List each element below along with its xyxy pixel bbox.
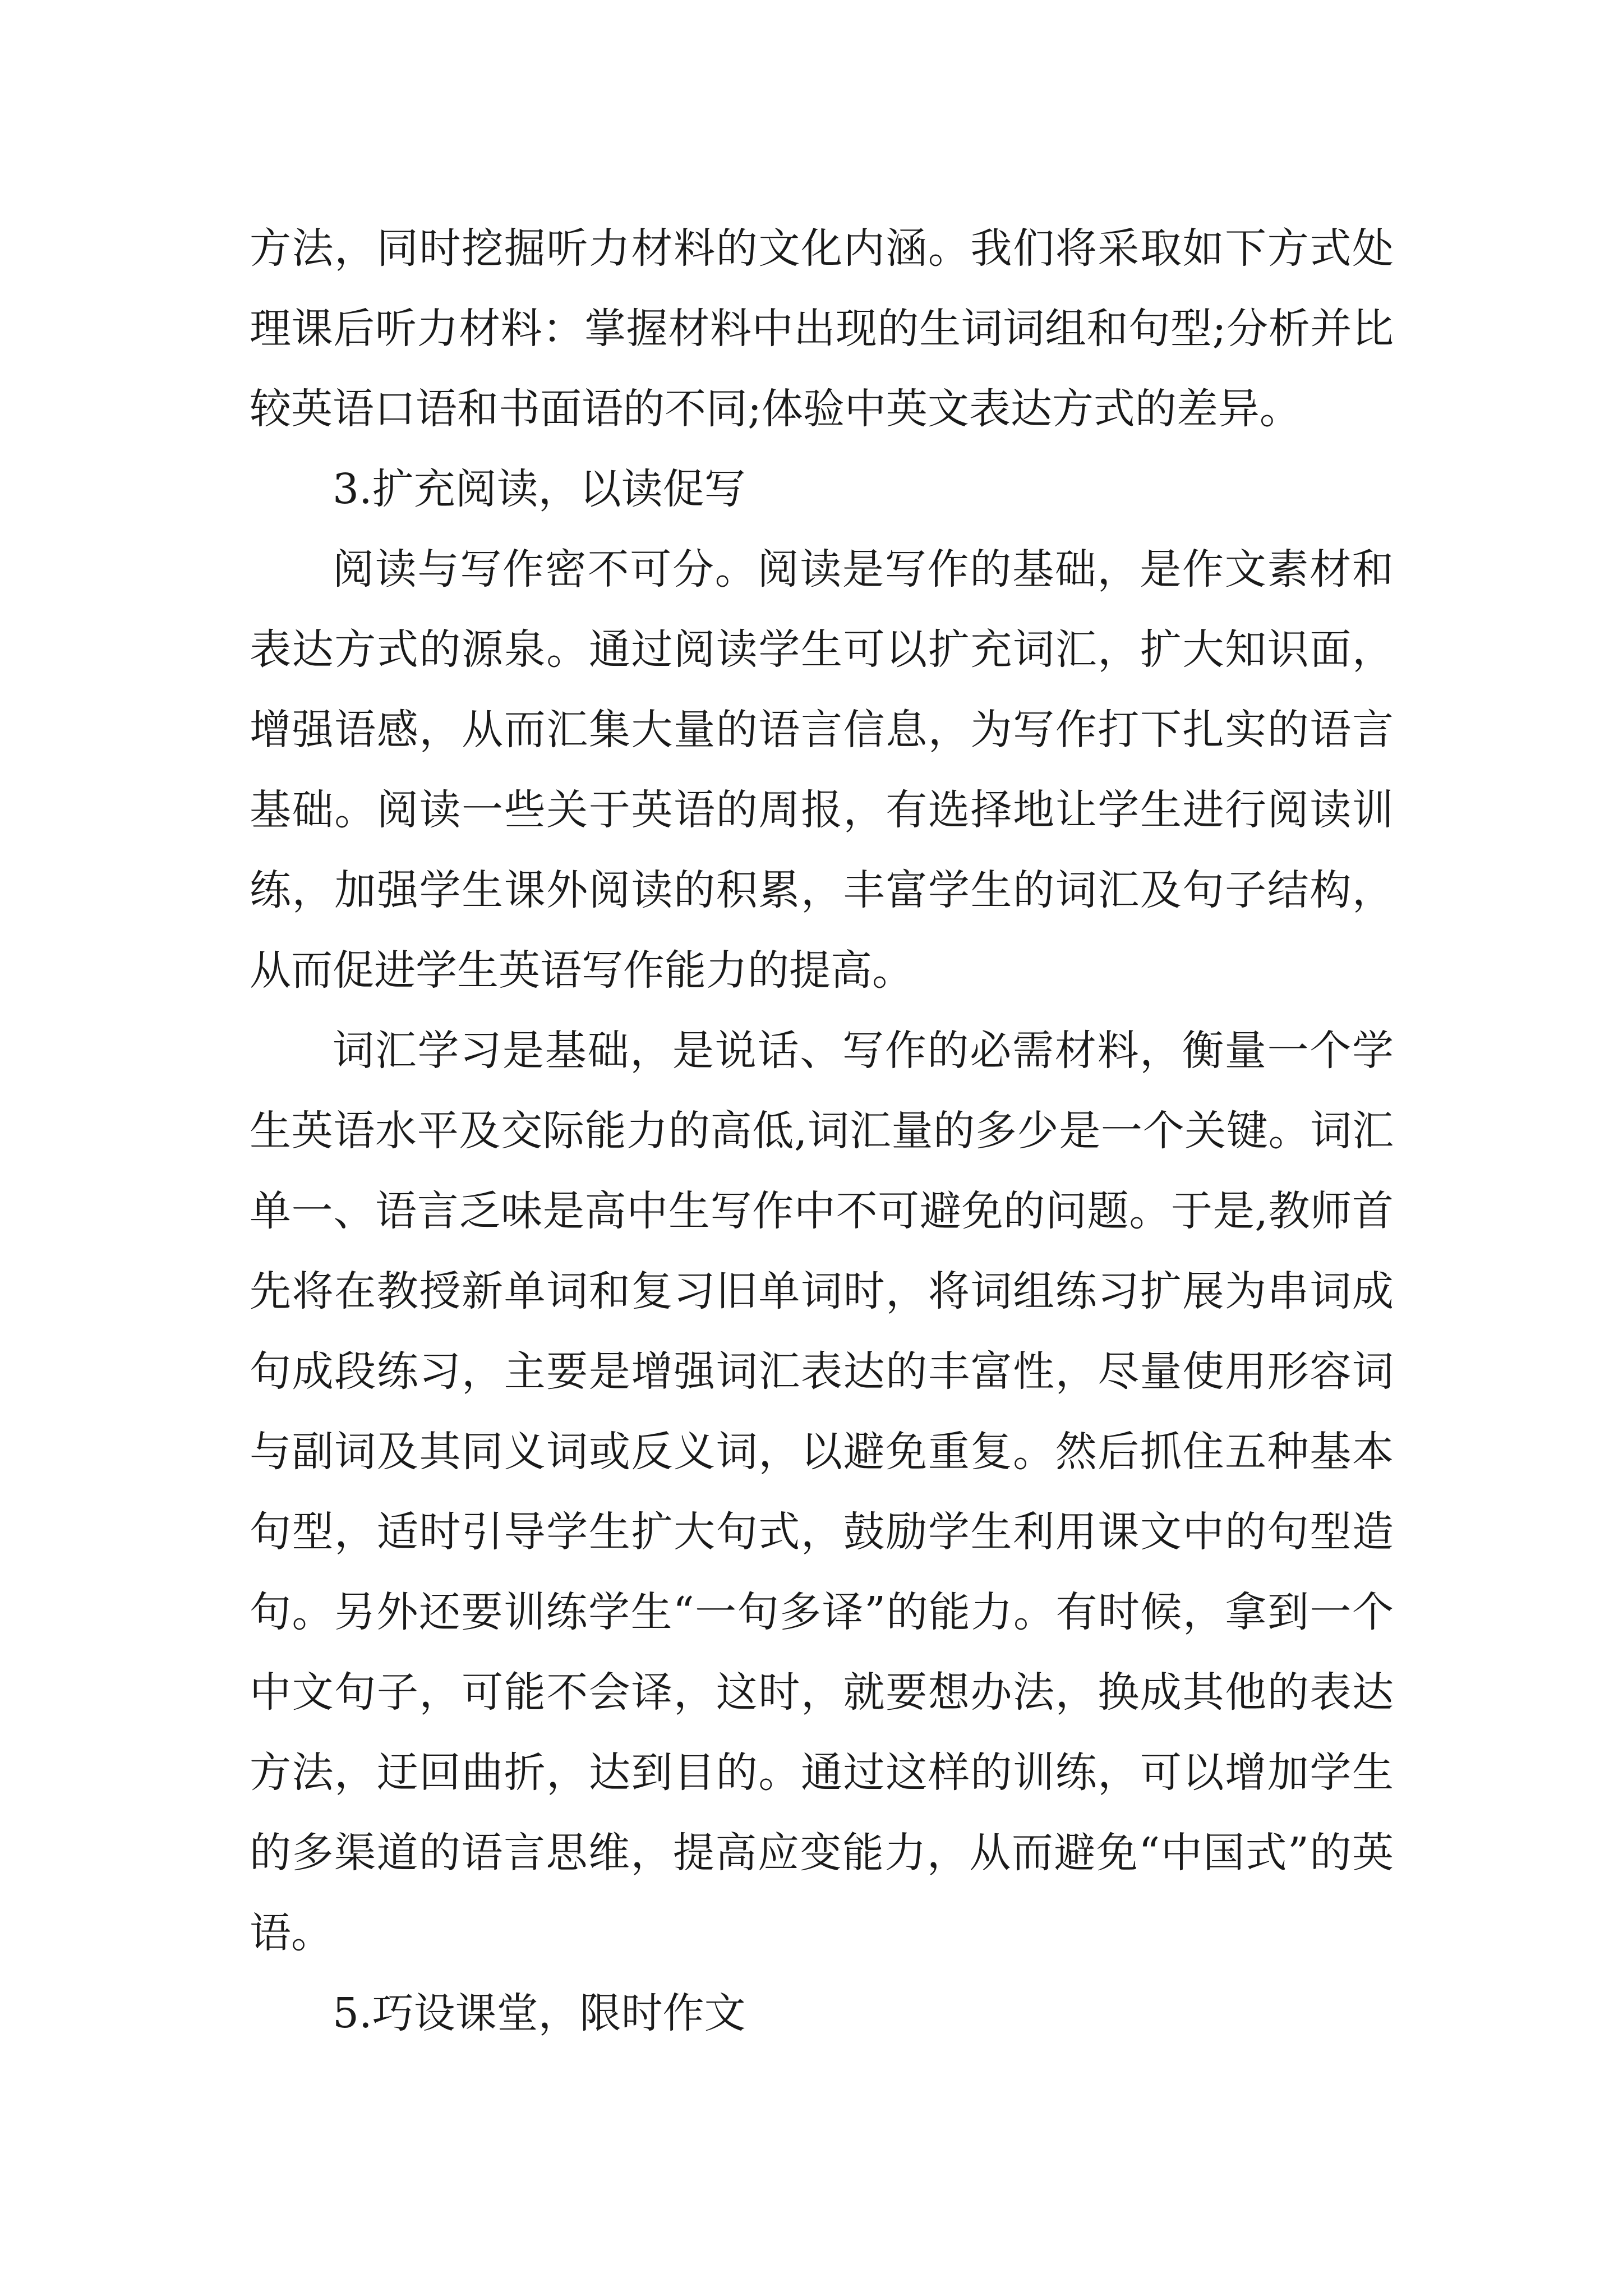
body-paragraph-reading-writing: 阅读与写作密不可分。阅读是写作的基础，是作文素材和表达方式的源泉。通过阅读学生可以扩充词汇，扩大知识面，增强语感，从而汇集大量的语言信息，为写作打下扎实的语言基础。阅读一些关于英语的周报，有选择地让学生进行阅读训练，加强学生课外阅读的积累，丰富学生的词汇及句子结构，从而促进学生英语写作能力的提高。 bbox=[250, 545, 1394, 995]
body-paragraph-vocabulary: 词汇学习是基础，是说话、写作的必需材料，衡量一个学生英语水平及交际能力的高低,词汇量的多少是一个关键。词汇单一、语言乏味是高中生写作中不可避免的问题。于是,教师首先将在教授新单词和复习旧单词时，将词组练习扩展为串词成句成段练习，主要是增强词汇表达的丰富性，尽量使用形容词与副词及其同义词或反义词，以避免重复。然后抓住五种基本句型，适时引导学生扩大句式，鼓励学生利用课文中的句型造句。另外还要训练学生“一句多译”的能力。有时候，拿到一个中文句子，可能不会译，这时，就要想办法，换成其他的表达方法，迂回曲折，达到目的。通过这样的训练，可以增加学生的多渠道的语言思维，提高应变能力，从而避免“中国式”的英语。 bbox=[250, 1027, 1394, 1957]
document-body bbox=[250, 209, 1394, 2054]
body-paragraph-listening-methods: 方法，同时挖掘听力材料的文化内涵。我们将采取如下方式处理课后听力材料：掌握材料中出现的生词词组和句型;分析并比较英语口语和书面语的不同;体验中英文表达方式的差异。 bbox=[250, 224, 1394, 433]
section-heading-expand-reading: 3.扩充阅读，以读促写 bbox=[333, 465, 746, 513]
section-heading-timed-writing: 5.巧设课堂，限时作文 bbox=[333, 1989, 746, 2037]
